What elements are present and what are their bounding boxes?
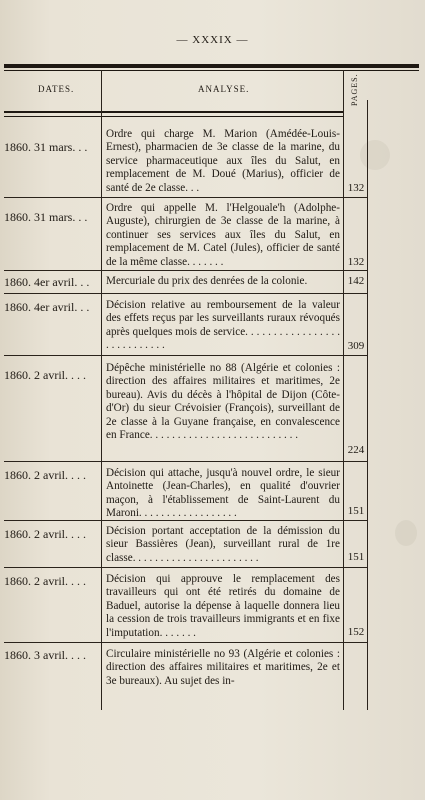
row-page: 151: [347, 551, 365, 563]
row-date: 1860. 2 avril. . . .: [4, 574, 86, 588]
table-row: [0, 462, 425, 521]
row-analysis: Décision relative au remboursement de la valeur des effets reçus par les surveillants ruraux révoqués après quelques mois de service. . . . . . . . . . . . . . . . . . . . . . . . . . . .: [106, 299, 340, 352]
row-page: 132: [347, 182, 365, 194]
page-number: — XXXIX —: [176, 34, 249, 46]
row-page: 151: [347, 505, 365, 517]
row-analysis: Dépêche ministérielle no 88 (Algérie et colonies : direction des affaires militaires et maritimes, 2e bureau). Avis du décès à l'hôpital de Dijon (Côte-d'Or) du sieur Crévoisier (François), surveillant de 2e classe à la Guyane française, en convalescence en France. . . . . . . . . . . . . . . . . . . . . . . . . . .: [106, 362, 340, 442]
row-page: 132: [347, 256, 365, 268]
header-pages: PAGES.: [350, 73, 359, 107]
row-date: 1860. 31 mars. . .: [4, 140, 88, 154]
row-analysis: Ordre qui appelle M. l'Helgouale'h (Adolphe-Auguste), chirurgien de 3e classe de la marine, à continuer ses services aux îles du Salut, en remplacement de M. Catel (Jules), officier de santé de la même classe. . . . . . .: [106, 202, 340, 268]
table-top-rule: [4, 64, 419, 68]
table-row: [0, 356, 425, 462]
row-page: 309: [347, 340, 365, 352]
table-row: [0, 568, 425, 643]
row-analysis: Mercuriale du prix des denrées de la colonie.: [106, 275, 308, 287]
row-page: 152: [347, 626, 365, 638]
table-row: [0, 271, 425, 294]
row-date: 1860. 2 avril. . . .: [4, 368, 86, 382]
row-analysis: Ordre qui charge M. Marion (Amédée-Louis-Ernest), pharmacien de 3e classe de la marine, du service pharmaceutique aux îles du Salut, en remplacement de M. Doué (Marius), officier de santé de 2e classe. . .: [106, 128, 340, 194]
row-analysis: Circulaire ministérielle no 93 (Algérie et colonies : direction des affaires militaires et maritimes, 2e et 3e bureaux). Au sujet des in-: [106, 648, 340, 687]
row-date: 1860. 31 mars. . .: [4, 210, 88, 224]
row-analysis: Décision qui approuve le remplacement des travailleurs qui ont été retirés du domaine de Baduel, autorise la dépense à laquelle donnera lieu la cession de trois travailleurs immigrants et en fixe l'imputation. . . . . . .: [106, 573, 340, 639]
row-date: 1860. 3 avril. . . .: [4, 648, 86, 662]
table-row: [0, 294, 425, 356]
table-row: [0, 521, 425, 568]
row-date: 1860. 4er avril. . .: [4, 275, 90, 289]
table-row: [0, 643, 425, 698]
header-analyse: ANALYSE.: [198, 84, 250, 94]
row-analysis: Décision portant acceptation de la démission du sieur Bassières (Jean), surveillant rural de 1re classe. . . . . . . . . . . . . . . . . . . . . . .: [106, 525, 340, 564]
table-body: [0, 118, 425, 698]
row-analysis: Décision qui attache, jusqu'à nouvel ordre, le sieur Antoinette (Jean-Charles), en qualité d'ouvrier maçon, à l'établissement de Saint-Laurent du Maroni. . . . . . . . . . . . . . . . . .: [106, 467, 340, 520]
row-date: 1860. 4er avril. . .: [4, 300, 90, 314]
table-row: [0, 118, 425, 198]
header-bottom-rule-thin: [4, 116, 344, 117]
header-bottom-rule: [4, 111, 344, 113]
row-date: 1860. 2 avril. . . .: [4, 468, 86, 482]
row-page: 142: [347, 275, 365, 287]
row-date: 1860. 2 avril. . . .: [4, 527, 86, 541]
header-dates: DATES.: [38, 84, 75, 94]
table-row: [0, 198, 425, 271]
row-page: 224: [347, 444, 365, 456]
